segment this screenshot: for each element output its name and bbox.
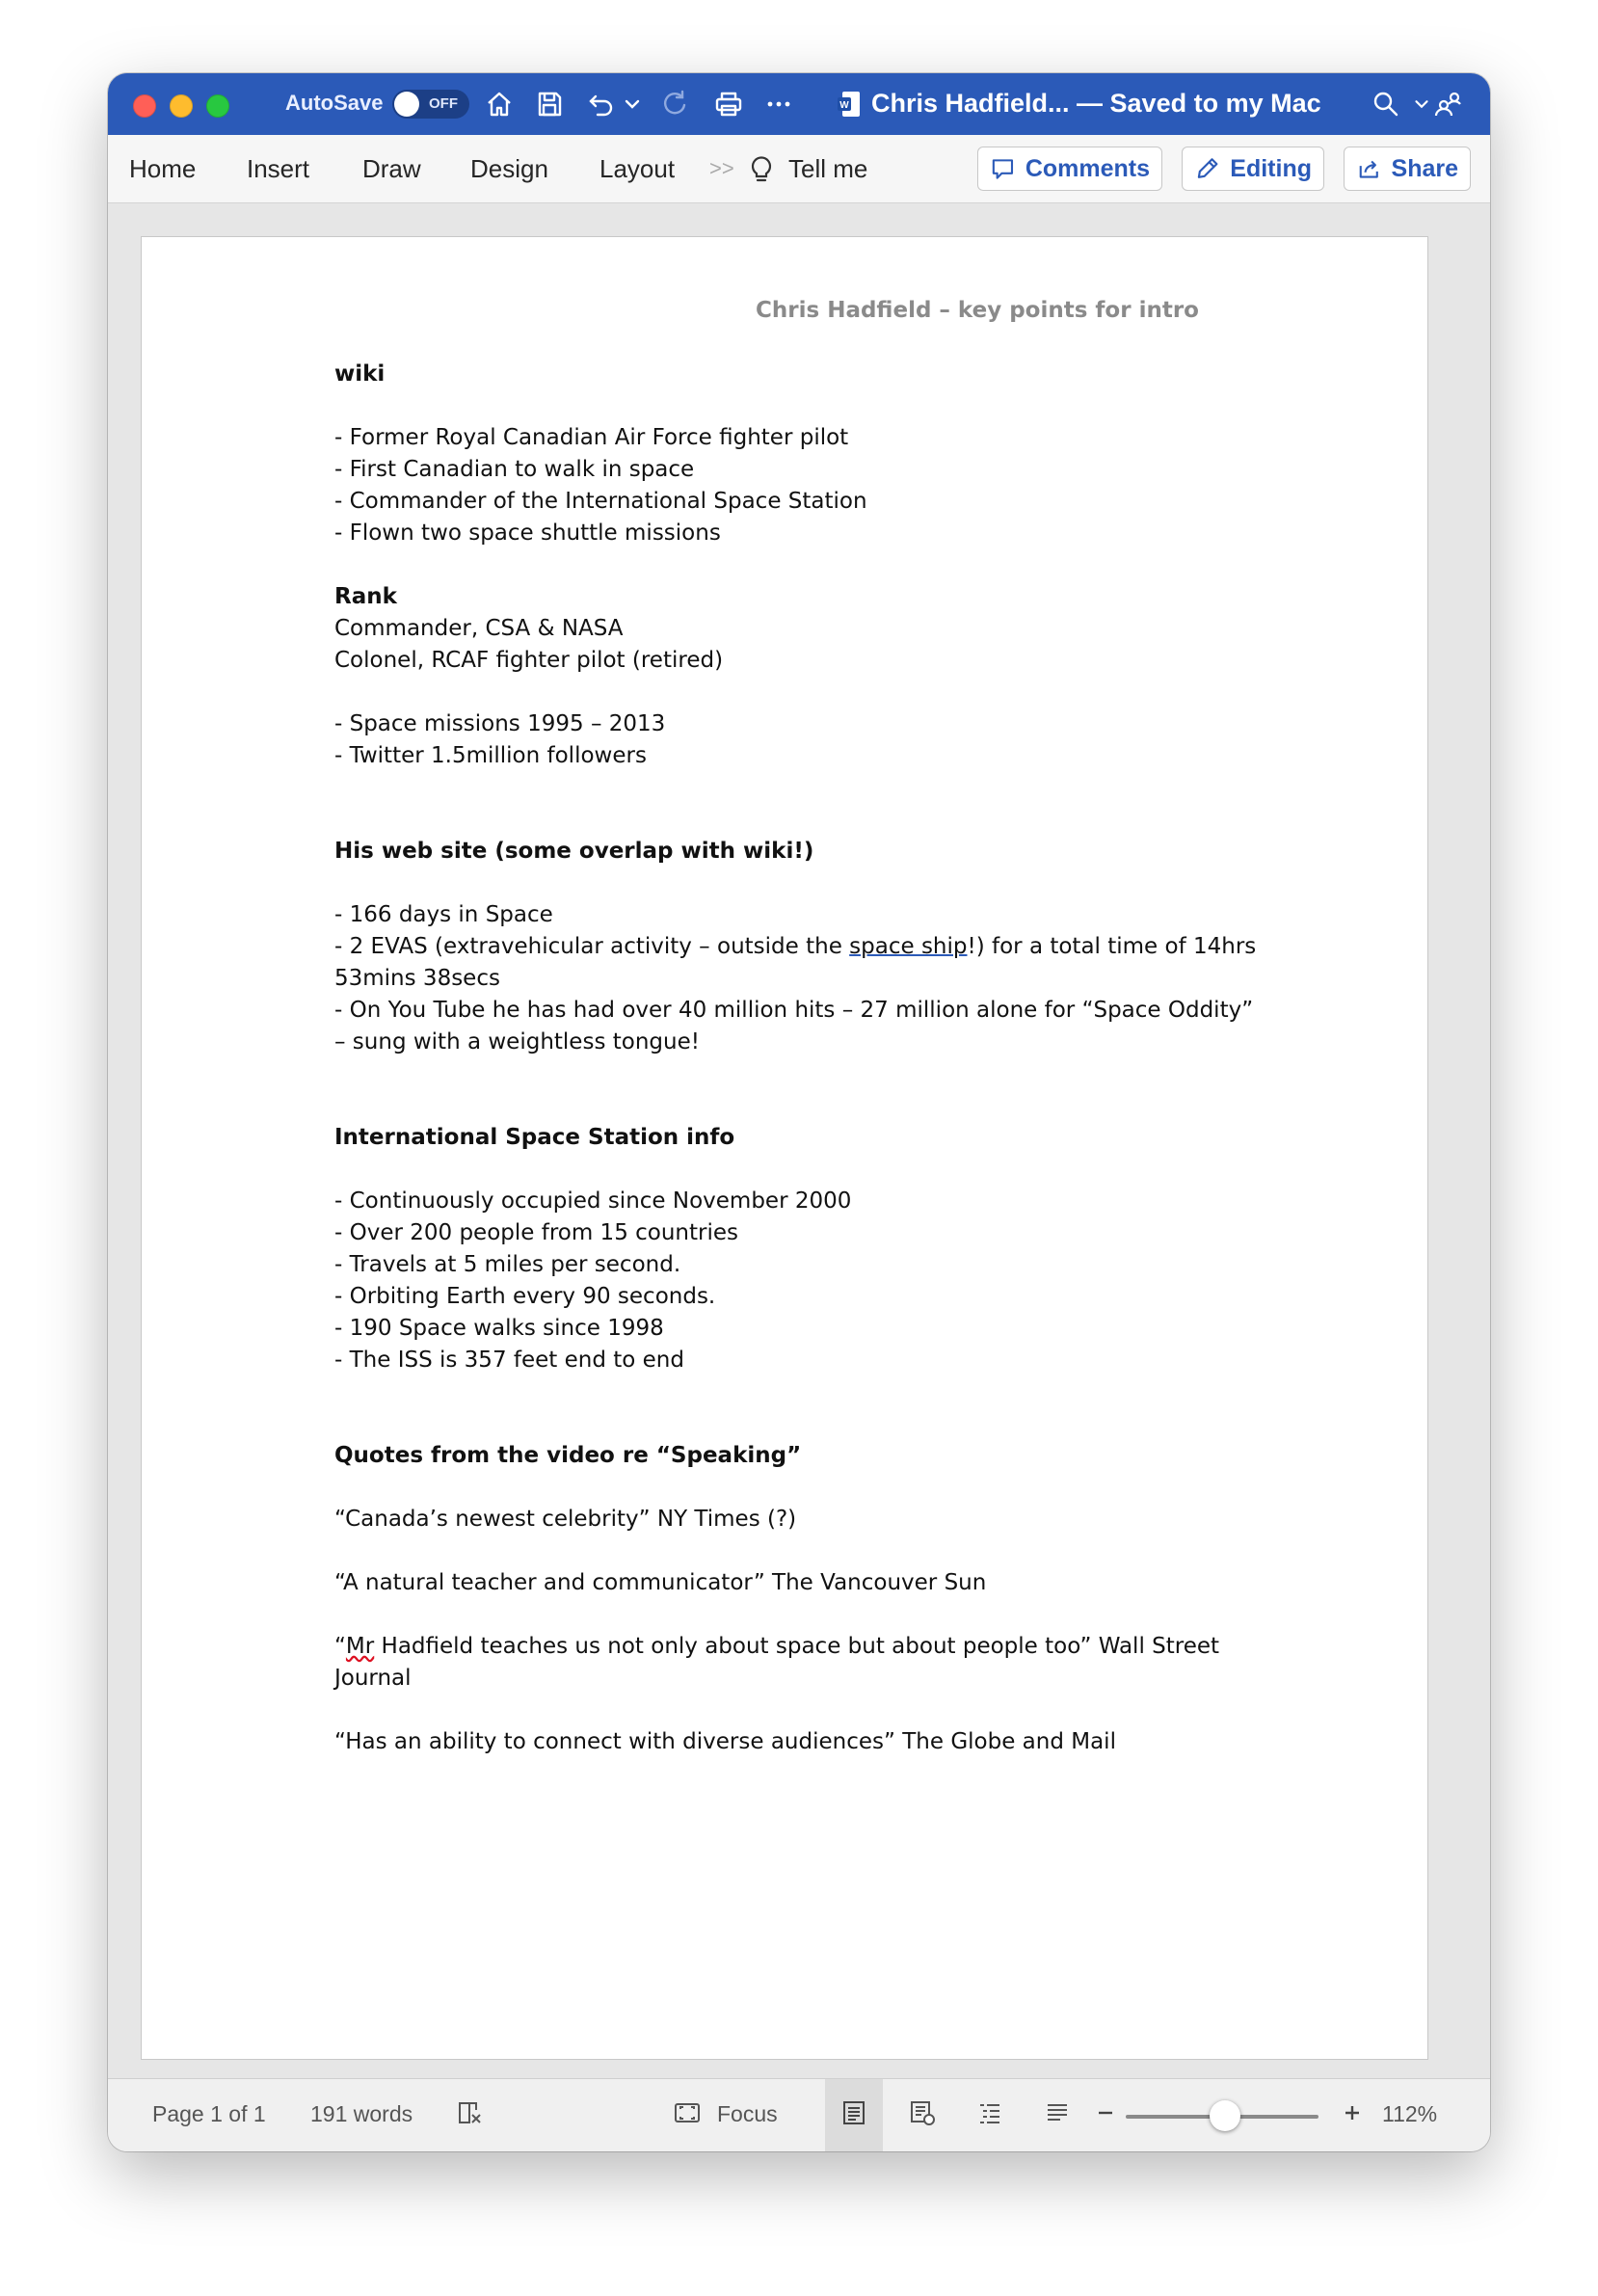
grammar-flagged-text[interactable]: space ship (849, 934, 968, 959)
more-tabs-chevron[interactable]: >> (709, 156, 734, 180)
document-heading: Chris Hadfield – key points for intro (756, 298, 1199, 323)
text-run: !) for a total time of 14hrs 53mins 38secs (334, 934, 1257, 991)
list-item: - On You Tube he has had over 40 million hits – 27 million alone for “Space Oddity” – sung with a weightless tongue! (334, 998, 1254, 1055)
list-item: Colonel, RCAF fighter pilot (retired) (334, 648, 724, 673)
zoom-in-icon[interactable] (1336, 2096, 1369, 2129)
lightbulb-icon[interactable] (744, 151, 779, 186)
autosave-label: AutoSave (285, 91, 384, 115)
comments-label: Comments (1025, 154, 1150, 182)
tab-insert[interactable]: Insert (247, 154, 310, 183)
status-bar (108, 2078, 1490, 2151)
list-item: - The ISS is 357 feet end to end (334, 1348, 684, 1373)
spelling-flagged-text[interactable]: Mr (345, 1634, 375, 1659)
redo-icon[interactable] (657, 87, 692, 121)
document-title[interactable]: Chris Hadfield... — Saved to my Mac (871, 89, 1321, 118)
section-title-iss: International Space Station info (334, 1125, 735, 1150)
share-button[interactable] (1344, 147, 1471, 191)
list-item: - 166 days in Space (334, 902, 553, 927)
list-item: - Commander of the International Space Station (334, 489, 867, 514)
tab-home[interactable]: Home (129, 154, 197, 183)
section-title-wiki: wiki (334, 361, 386, 387)
autosave-state: OFF (429, 95, 458, 112)
list-item: - Travels at 5 miles per second. (334, 1252, 681, 1277)
zoom-percent[interactable]: 112% (1382, 2101, 1438, 2126)
document-body[interactable] (334, 295, 1260, 1758)
section-title-web-site: His web site (some overlap with wiki!) (334, 839, 814, 864)
list-item: Commander, CSA & NASA (334, 616, 624, 641)
zoom-slider-knob[interactable] (1210, 2100, 1240, 2131)
home-icon[interactable] (482, 87, 517, 121)
focus-label[interactable]: Focus (717, 2101, 778, 2126)
list-item: - First Canadian to walk in space (334, 457, 695, 482)
search-icon[interactable] (1369, 87, 1403, 121)
word-document-icon (837, 90, 862, 119)
tab-draw[interactable]: Draw (362, 154, 421, 183)
text-run: Hadfield teaches us not only about space but about people too” Wall Street Journal (334, 1634, 1220, 1691)
title-chevron-down-icon[interactable] (1411, 87, 1432, 121)
tab-design[interactable]: Design (470, 154, 548, 183)
autosave-toggle[interactable] (392, 90, 469, 119)
quote (334, 1631, 1260, 1695)
zoom-out-icon[interactable] (1089, 2096, 1122, 2129)
document-canvas[interactable] (108, 203, 1490, 2079)
list-item: - Space missions 1995 – 2013 (334, 711, 666, 736)
undo-dropdown-icon[interactable] (621, 87, 644, 121)
list-item: - Twitter 1.5million followers (334, 743, 647, 768)
text-run: - 2 EVAS (extravehicular activity – outside the (334, 934, 850, 959)
list-item: - Former Royal Canadian Air Force fighter pilot (334, 425, 849, 450)
list-item: - Over 200 people from 15 countries (334, 1220, 739, 1245)
autosave-toggle-knob (394, 92, 419, 117)
more-options-icon[interactable] (761, 87, 796, 121)
focus-icon[interactable] (671, 2096, 704, 2129)
list-item: - Continuously occupied since November 2000 (334, 1188, 852, 1214)
text-run: “ (334, 1634, 346, 1659)
quote: “Has an ability to connect with diverse audiences” The Globe and Mail (334, 1729, 1116, 1754)
list-item: - 190 Space walks since 1998 (334, 1316, 664, 1341)
share-people-icon[interactable] (1430, 87, 1465, 121)
web-layout-icon[interactable] (906, 2096, 939, 2129)
page-count[interactable]: Page 1 of 1 (152, 2101, 266, 2126)
editing-button[interactable] (1182, 147, 1324, 191)
close-window-button[interactable] (133, 94, 156, 118)
proofing-book-icon[interactable] (453, 2096, 486, 2129)
tell-me-search[interactable]: Tell me (788, 154, 868, 183)
comments-button[interactable] (977, 147, 1162, 191)
share-arrow-icon (1356, 155, 1382, 182)
section-title-rank: Rank (334, 584, 397, 609)
list-item (334, 931, 1260, 995)
quote: “A natural teacher and communicator” The Vancouver Sun (334, 1570, 987, 1595)
comment-icon (990, 155, 1016, 182)
list-item: - Flown two space shuttle missions (334, 521, 721, 546)
save-icon[interactable] (532, 87, 567, 121)
undo-icon[interactable] (584, 87, 619, 121)
section-title-quotes: Quotes from the video re “Speaking” (334, 1443, 802, 1468)
print-icon[interactable] (711, 87, 746, 121)
share-label: Share (1391, 154, 1458, 182)
tab-layout[interactable]: Layout (599, 154, 676, 183)
svg-text:W: W (839, 100, 849, 111)
zoom-window-button[interactable] (206, 94, 229, 118)
print-layout-icon[interactable] (838, 2096, 870, 2129)
editing-label: Editing (1230, 154, 1312, 182)
list-item: - Orbiting Earth every 90 seconds. (334, 1284, 716, 1309)
document-page[interactable] (141, 236, 1428, 2060)
title-bar (108, 73, 1490, 135)
quote: “Canada’s newest celebrity” NY Times (?) (334, 1507, 797, 1532)
ribbon (108, 135, 1490, 203)
outline-view-icon[interactable] (973, 2096, 1006, 2129)
pencil-icon (1194, 155, 1220, 182)
draft-view-icon[interactable] (1041, 2096, 1074, 2129)
word-window (108, 73, 1490, 2151)
minimize-window-button[interactable] (170, 94, 193, 118)
word-count[interactable]: 191 words (310, 2101, 413, 2126)
